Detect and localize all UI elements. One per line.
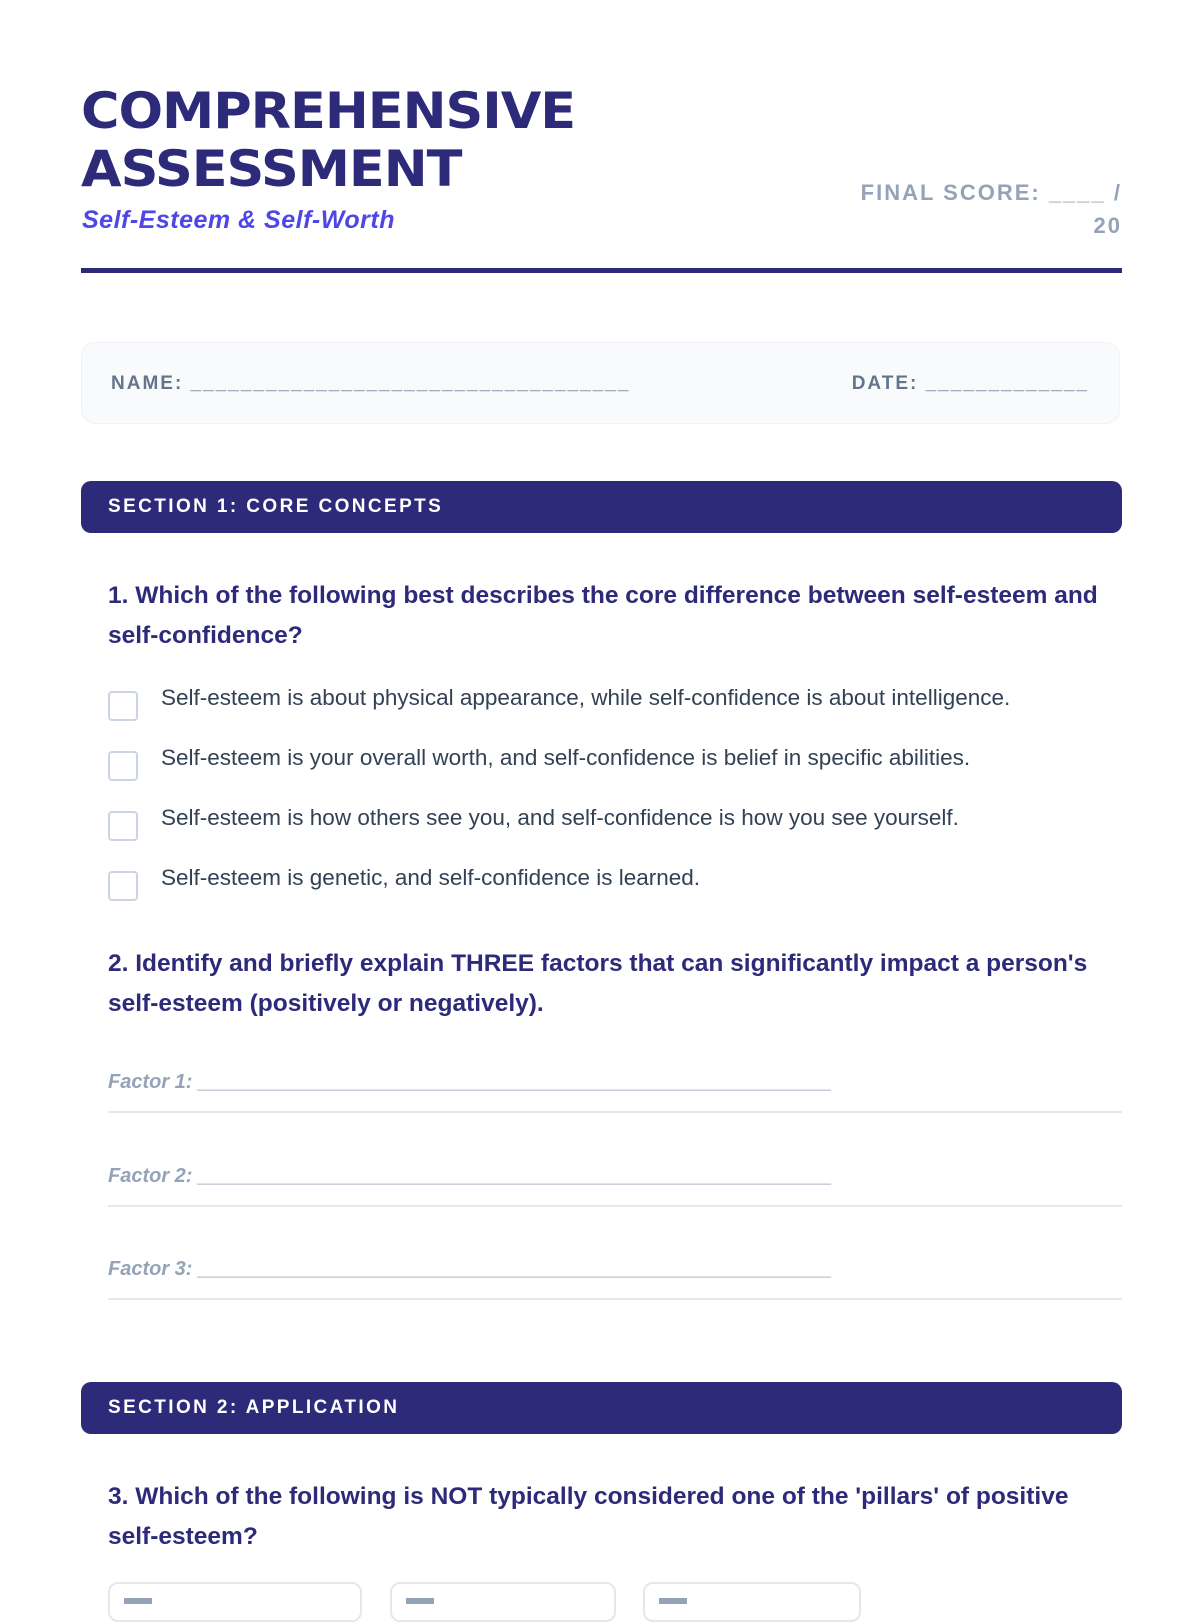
- factor-1-answer[interactable]: Factor 1: _________________________________________________________: [108, 1071, 1122, 1113]
- option-card[interactable]: [390, 1582, 616, 1622]
- student-info-box: [81, 342, 1120, 424]
- final-score: FINAL SCORE: ____ / 20: [860, 180, 1122, 238]
- checkbox[interactable]: [659, 1598, 687, 1604]
- question-3: 3. Which of the following is NOT typically considered one of the 'pillars' of positive self-esteem?: [108, 1483, 1069, 1550]
- page-title: COMPREHENSIVE ASSESSMENT: [81, 82, 576, 198]
- name-field[interactable]: NAME: ___________________________________: [111, 373, 631, 394]
- header-divider: [81, 268, 1122, 273]
- page-subtitle: Self-Esteem & Self-Worth: [82, 206, 395, 234]
- checkbox[interactable]: [108, 751, 138, 781]
- option-card[interactable]: [643, 1582, 861, 1622]
- factor-3-answer[interactable]: Factor 3: _________________________________________________________: [108, 1258, 1122, 1300]
- factor-2-answer[interactable]: Factor 2: _________________________________________________________: [108, 1165, 1122, 1207]
- checkbox[interactable]: [124, 1598, 152, 1604]
- checkbox[interactable]: [108, 811, 138, 841]
- section-1-header: SECTION 1: CORE CONCEPTS: [81, 481, 1122, 533]
- checkbox[interactable]: [108, 691, 138, 721]
- section-2-header: SECTION 2: APPLICATION: [81, 1382, 1122, 1434]
- date-field[interactable]: DATE: _____________: [851, 373, 1089, 394]
- option-card[interactable]: [108, 1582, 362, 1622]
- question-2: 2. Identify and briefly explain THREE factors that can significantly impact a person's self-esteem (positively or negatively).: [108, 950, 1088, 1017]
- question-1: 1. Which of the following best describes the core difference between self-esteem and self-confidence?: [108, 582, 1098, 649]
- checkbox[interactable]: [406, 1598, 434, 1604]
- checkbox[interactable]: [108, 871, 138, 901]
